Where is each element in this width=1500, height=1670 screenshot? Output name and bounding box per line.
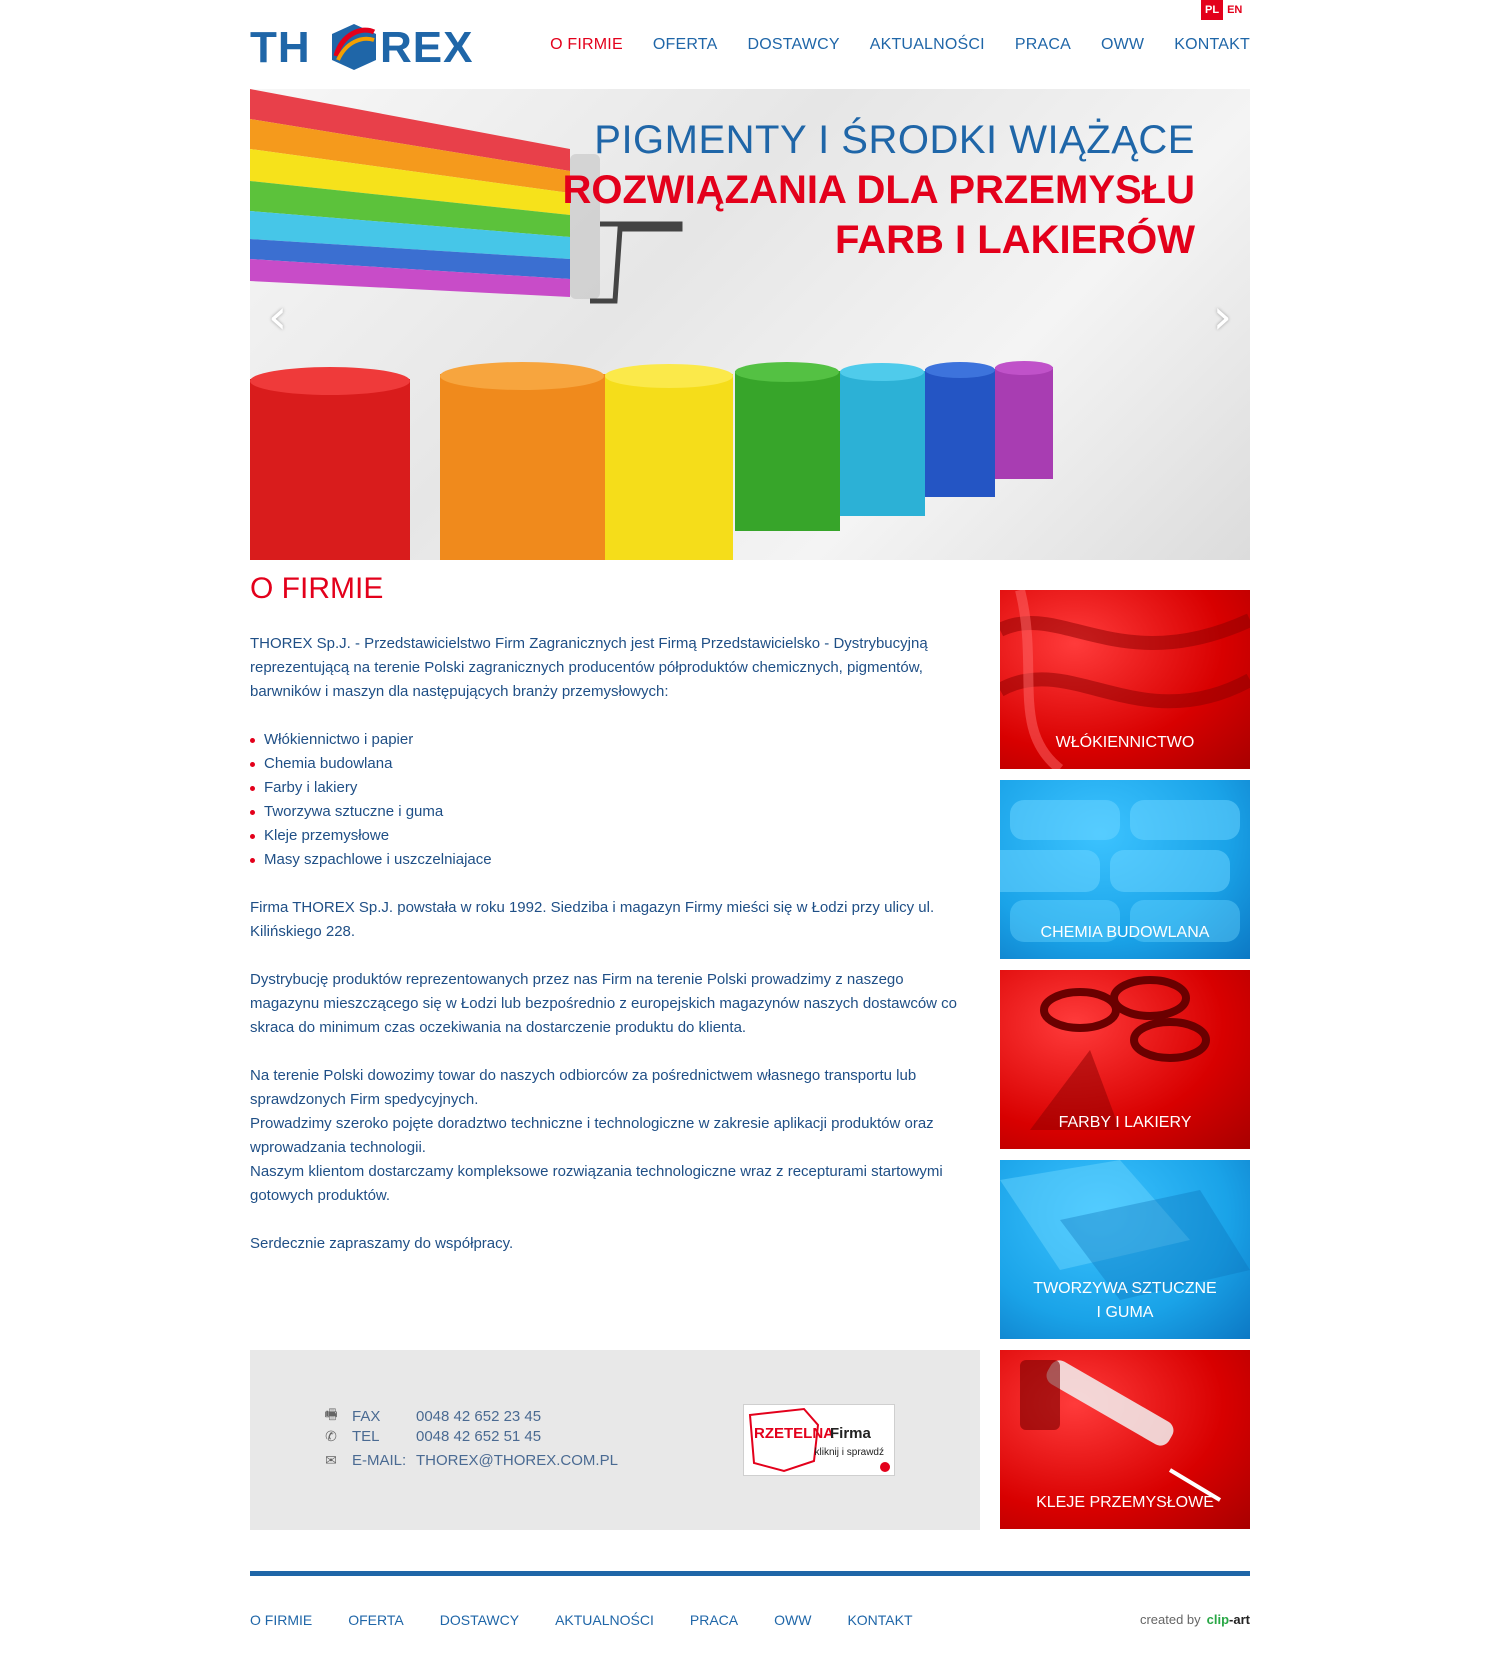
hero-line-2: ROZWIĄZANIA DLA PRZEMYSŁU [562,168,1195,212]
badge-dot-icon [880,1462,890,1472]
tile-label: FARBY I LAKIERY [1058,1114,1192,1131]
tile-label-line1: TWORZYWA SZTUCZNE [1033,1280,1217,1297]
tile-farby-i-lakiery[interactable] [1000,970,1250,1149]
nav-oww[interactable]: OWW [1100,36,1145,53]
list-item: Kleje przemysłowe [250,824,975,848]
list-item: Włókiennictwo i papier [250,728,975,752]
rzetelna-firma-badge[interactable] [743,1404,895,1476]
about-text [250,632,975,1280]
email-label: E-MAIL: [352,1452,407,1469]
credit-text: created by [1139,1612,1201,1627]
phone-icon: ✆ [325,1428,337,1444]
about-transport: Na terenie Polski dowozimy towar do naszych odbiorców za pośrednictwem własnego transportu lub sprawdzonych Firm spedycyjnych. [250,1067,917,1108]
nav-aktualnosci[interactable]: AKTUALNOŚCI [869,36,985,53]
chevron-right-icon[interactable]: › [1212,289,1232,345]
email-link[interactable]: THOREX@THOREX.COM.PL [416,1452,618,1469]
list-item: Chemia budowlana [250,752,975,776]
list-item: Masy szpachlowe i uszczelniajace [250,848,975,872]
footer-nav-aktualnosci[interactable]: AKTUALNOŚCI [555,1612,654,1628]
tile-label [1000,1277,1250,1325]
language-switch [1201,0,1246,20]
hero-headline [562,115,1195,265]
tile-chemia-budowlana[interactable] [1000,780,1250,959]
list-item: Farby i lakiery [250,776,975,800]
contact-box [250,1350,980,1530]
footer-nav-kontakt[interactable]: KONTAKT [847,1612,913,1628]
list-item: Tworzywa sztuczne i guma [250,800,975,824]
contact-tel-row [322,1428,541,1445]
hero-line-1: PIGMENTY I ŚRODKI WIĄŻĄCE [594,118,1195,162]
hero-line-3: FARB I LAKIERÓW [835,218,1195,262]
thorex-logo[interactable] [250,20,520,72]
credit [1140,1612,1250,1627]
about-consulting: Prowadzimy szeroko pojęte doradztwo techniczne i technologiczne w zakresie aplikacji produktów oraz wprowadzania technologii. [250,1115,934,1156]
nav-kontakt[interactable]: KONTAKT [1174,36,1250,53]
footer-nav-oferta[interactable]: OFERTA [348,1612,404,1628]
clip-art-logo[interactable] [1207,1612,1250,1627]
about-invitation: Serdecznie zapraszamy do współpracy. [250,1235,514,1252]
svg-text:REX: REX [380,23,474,72]
tel-number: 0048 42 652 51 45 [416,1428,542,1445]
badge-text-black: Firma [830,1425,871,1442]
about-history: Firma THOREX Sp.J. powstała w roku 1992. Siedziba i magazyn Firmy mieści się w Łodzi przy ulicy ul. Kilińskiego 228. [250,899,935,940]
badge-subtext: kliknij i sprawdź [814,1447,884,1458]
contact-fax-row [322,1404,541,1428]
footer-divider [250,1571,1250,1576]
tile-label-line2: I GUMA [1096,1304,1154,1321]
main-nav [520,36,1250,54]
paint-barrels [250,361,1053,560]
nav-praca[interactable]: PRACA [1014,36,1071,53]
footer-nav-oww[interactable]: OWW [774,1612,812,1628]
rainbow-stripes [250,89,570,297]
about-distribution: Dystrybucję produktów reprezentowanych przez nas Firm na terenie Polski prowadzimy z naszego magazynu mieszczącego się w Łodzi lub bezpośrednio z europejskich magazynów naszych dostawców co skraca do minimum czas oczekiwania na dostarczenie produktu do klienta. [250,971,958,1036]
tile-wlokiennictwo[interactable] [1000,590,1250,769]
clip-art-logo-b: -art [1229,1612,1250,1627]
fax-icon: 🖷 [324,1406,338,1422]
hero-slider [250,89,1250,560]
tile-label: WŁÓKIENNICTWO [1055,734,1195,751]
about-intro: THOREX Sp.J. - Przedstawicielstwo Firm Zagranicznych jest Firmą Przedstawicielsko - Dystrybucyjną reprezentującą na terenie Polski zagranicznych producentów półproduktów chemicznych, pigmentów, barwników i maszyn dla następujących branży przemysłowych: [250,635,928,700]
lang-en-link[interactable]: EN [1227,4,1243,16]
footer-nav-praca[interactable]: PRACA [689,1612,739,1628]
footer-nav [250,1612,949,1628]
fax-label: FAX [352,1407,381,1425]
svg-text:TH: TH [250,23,311,72]
badge-text-red: RZETELNA [754,1425,834,1442]
nav-o-firmie[interactable]: O FIRMIE [550,36,623,53]
tile-label: CHEMIA BUDOWLANA [1040,924,1210,941]
industry-list [250,728,975,872]
section-title: O FIRMIE [250,572,384,605]
footer-nav-o-firmie[interactable]: O FIRMIE [250,1612,313,1628]
lang-pl-link[interactable]: PL [1201,0,1223,20]
footer-nav-dostawcy[interactable]: DOSTAWCY [439,1612,520,1628]
tile-kleje-przemyslowe[interactable] [1000,1350,1250,1529]
about-solutions: Naszym klientom dostarczamy kompleksowe rozwiązania technologiczne wraz z recepturami startowymi gotowych produktów. [250,1163,943,1204]
nav-oferta[interactable]: OFERTA [652,36,718,53]
clip-art-logo-a: clip [1206,1612,1230,1627]
chevron-left-icon[interactable]: ‹ [268,289,288,345]
tile-tworzywa-sztuczne-i-guma[interactable] [1000,1160,1250,1339]
nav-dostawcy[interactable]: DOSTAWCY [747,36,840,53]
envelope-icon: ✉ [325,1452,337,1468]
tel-label: TEL [352,1428,380,1445]
contact-email-row [322,1452,618,1469]
tile-label: KLEJE PRZEMYSŁOWE [1036,1494,1214,1511]
fax-number: 0048 42 652 23 45 [416,1407,542,1425]
